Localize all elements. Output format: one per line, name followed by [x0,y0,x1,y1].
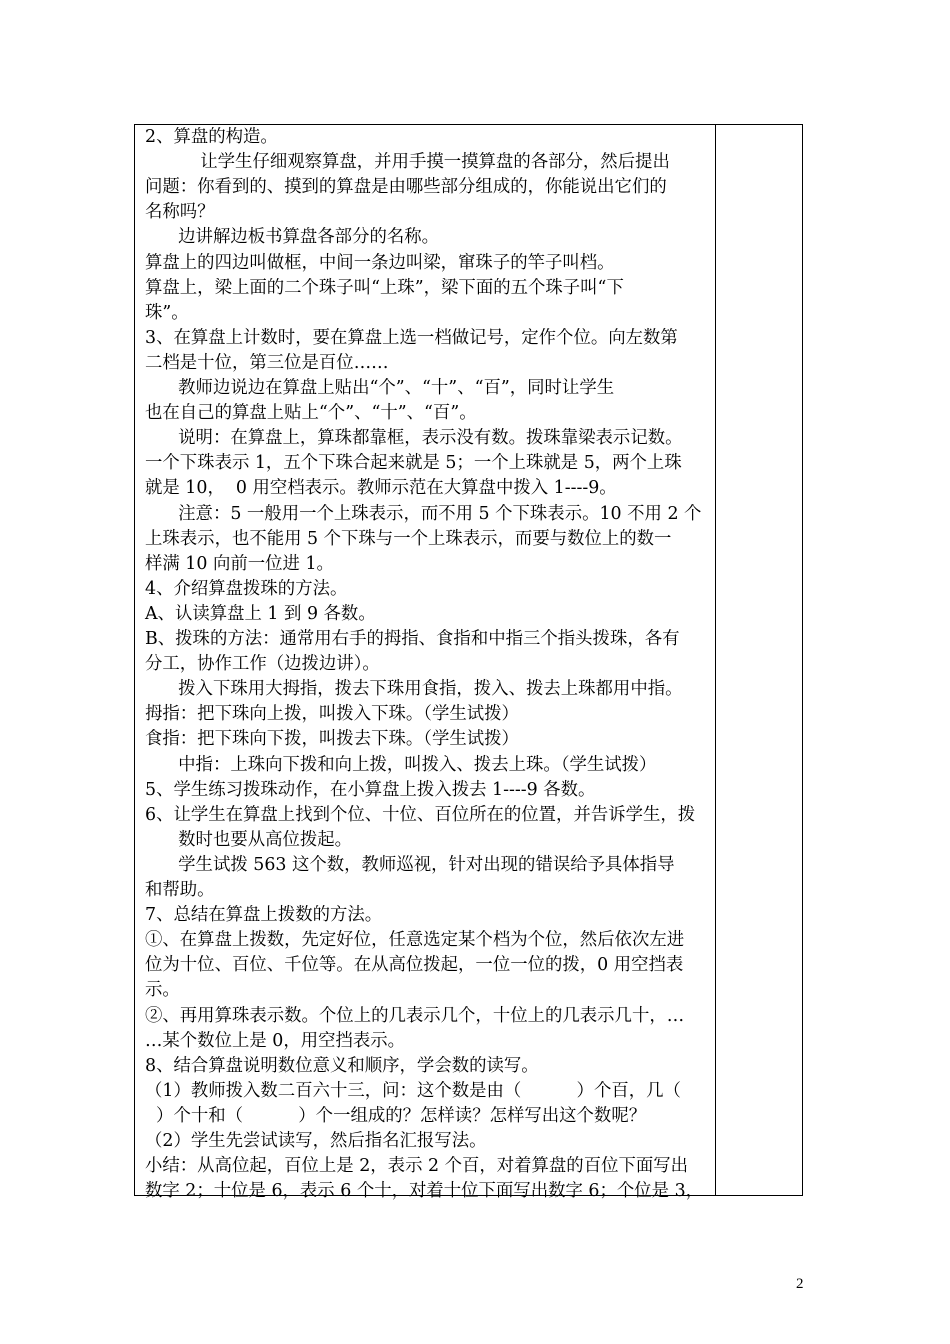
text-line: 上珠表示，也不能用 5 个下珠与一个上珠表示，而要与数位上的数一 [145,528,672,549]
text-line: 2、算盘的构造。 [145,127,278,147]
text-line: 样满 10 向前一位进 1。 [145,553,334,574]
text-line: 珠”。 [145,302,189,323]
text-line: 就是 10， 0 用空档表示。教师示范在大算盘中拨入 1----9。 [145,478,617,499]
text-line: 8、结合算盘说明数位意义和顺序，学会数的读写。 [145,1055,539,1076]
text-line: 让学生仔细观察算盘，并用手摸一摸算盘的各部分，然后提出 [145,152,670,173]
text-line: 5、学生练习拨珠动作，在小算盘上拨入拨去 1----9 各数。 [145,779,596,800]
text-line: 边讲解边板书算盘各部分的名称。 [145,227,440,248]
text-line: 算盘上，梁上面的二个珠子叫“上珠”，梁下面的五个珠子叫“下 [145,277,624,298]
text-line: 问题：你看到的、摸到的算盘是由哪些部分组成的，你能说出它们的 [145,177,667,198]
text-line: 一个下珠表示 1，五个下珠合起来就是 5；一个上珠就是 5，两个上珠 [145,453,682,474]
text-line: 3、在算盘上计数时，要在算盘上选一档做记号，定作个位。向左数第 [145,327,678,348]
text-line: （1）教师拨入数二百六十三，问：这个数是由（ ）个百，几（ [145,1080,681,1101]
text-line: B、拨珠的方法：通常用右手的拇指、食指和中指三个指头拨珠，各有 [145,629,680,649]
text-line: 4、介绍算盘拨珠的方法。 [145,578,348,599]
text-line: 中指：上珠向下拨和向上拨，叫拨入、拨去上珠。（学生试拨） [145,754,657,775]
text-line: 注意：5 一般用一个上珠表示，而不用 5 个下珠表示。10 不用 2 个 [145,503,702,524]
text-line: 数字 2；十位是 6，表示 6 个十，对着十位下面写出数字 6；个位是 3， [145,1181,704,1202]
text-line: 和帮助。 [145,880,215,900]
text-line: 教师边说边在算盘上贴出“个”、“十”、“百”，同时让学生 [145,378,615,398]
column-divider [715,125,716,1195]
text-line: ②、再用算珠表示数。个位上的几表示几个，十位上的几表示几十，… [145,1005,685,1026]
text-line: ①、在算盘上拨数，先定好位，任意选定某个档为个位，然后依次左进 [145,930,685,951]
text-line: 拇指：把下珠向上拨，叫拨入下珠。（学生试拨） [145,704,519,725]
text-line: …某个数位上是 0，用空挡表示。 [145,1030,406,1051]
text-line: 7、总结在算盘上拨数的方法。 [145,905,383,926]
text-line: 位为十位、百位、千位等。在从高位拨起，一位一位的拨，0 用空挡表 [145,955,684,976]
text-line: 小结：从高位起，百位上是 2，表示 2 个百，对着算盘的百位下面写出 [145,1156,689,1177]
lesson-table [134,124,803,1202]
text-line: 也在自己的算盘上贴上“个”、“十”、“百”。 [145,403,477,424]
page-number: 2 [796,1276,804,1292]
text-line: A、认读算盘上 1 到 9 各数。 [145,603,376,624]
text-line: 二档是十位，第三位是百位…… [145,352,389,373]
text-line: 说明：在算盘上，算珠都靠框，表示没有数。拨珠靠梁表示记数。 [145,428,683,449]
text-line: 拨入下珠用大拇指，拨去下珠用食指，拨入、拨去上珠都用中指。 [145,679,683,700]
text-line: 分工，协作工作（边拨边讲）。 [145,654,380,675]
text-line: （2）学生先尝试读写，然后指名汇报写法。 [145,1131,487,1151]
text-line: 食指：把下珠向下拨，叫拨去下珠。（学生试拨） [145,729,519,750]
text-line: 示。 [145,980,180,1001]
text-line: 算盘上的四边叫做框，中间一条边叫梁，窜珠子的竿子叫档。 [145,252,615,273]
text-line: 数时也要从高位拨起。 [145,829,353,850]
text-line: ）个十和（ ）个一组成的？怎样读？怎样写出这个数呢？ [145,1105,647,1126]
text-line: 6、让学生在算盘上找到个位、十位、百位所在的位置，并告诉学生，拨 [145,804,696,825]
text-line: 名称吗？ [145,202,215,223]
text-line: 学生试拨 563 这个数，教师巡视，针对出现的错误给予具体指导 [145,854,675,875]
